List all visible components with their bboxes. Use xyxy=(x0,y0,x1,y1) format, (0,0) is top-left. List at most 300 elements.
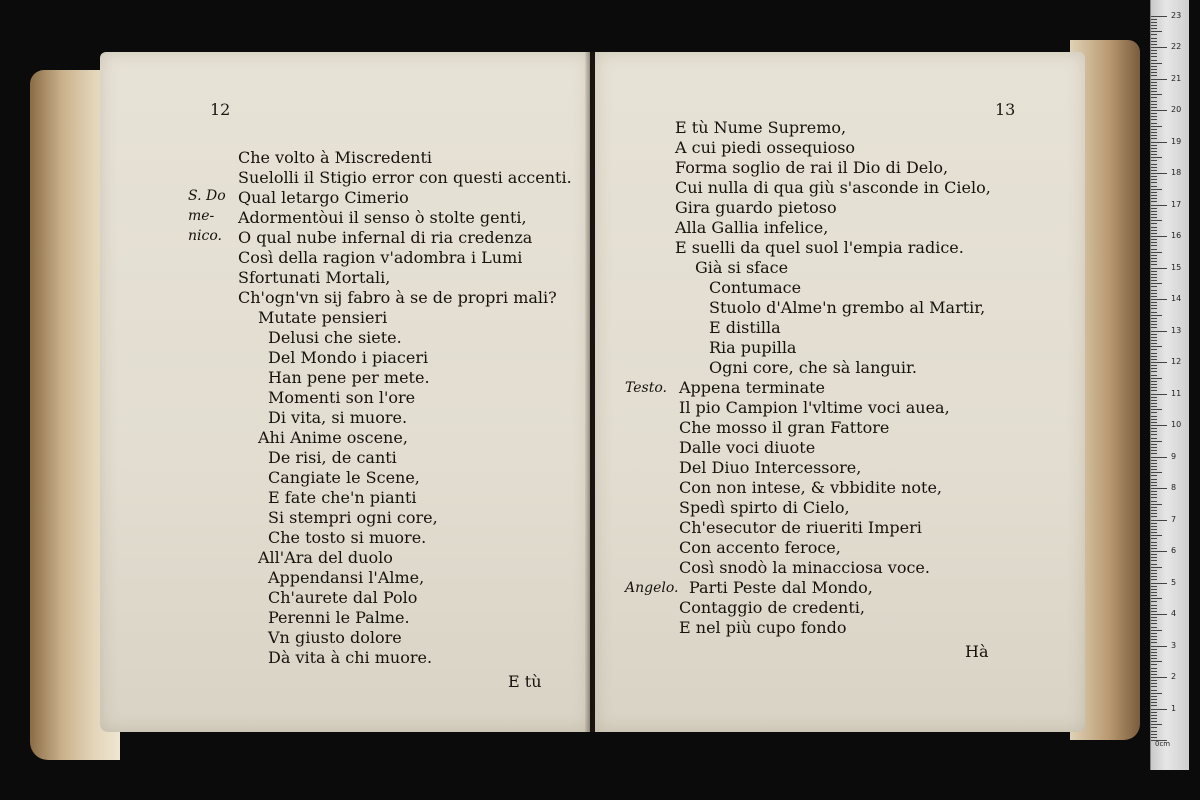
ruler-tick xyxy=(1151,47,1167,48)
ruler-tick xyxy=(1151,28,1157,29)
ruler-tick xyxy=(1151,412,1157,413)
verse-line: Di vita, si muore. xyxy=(268,408,408,427)
ruler-tick xyxy=(1151,138,1157,139)
ruler-tick xyxy=(1151,488,1167,489)
ruler-tick xyxy=(1151,201,1157,202)
ruler-tick xyxy=(1151,686,1157,687)
catchword: Hà xyxy=(965,642,989,661)
ruler-number: 13 xyxy=(1171,325,1182,335)
ruler-tick xyxy=(1151,116,1157,117)
ruler-tick xyxy=(1151,145,1157,146)
left-page xyxy=(100,52,590,732)
ruler-tick xyxy=(1151,353,1157,354)
ruler-tick xyxy=(1151,523,1157,524)
ruler-tick xyxy=(1151,712,1157,713)
verse-line: Appendansi l'Alme, xyxy=(268,568,425,587)
ruler-tick xyxy=(1151,450,1157,451)
ruler-tick xyxy=(1151,104,1157,105)
verse-line: A cui piedi ossequioso xyxy=(675,138,856,157)
ruler-tick xyxy=(1151,19,1157,20)
ruler-tick xyxy=(1151,444,1157,445)
ruler-tick xyxy=(1151,696,1157,697)
ruler-number: 7 xyxy=(1171,514,1177,524)
ruler-tick xyxy=(1151,425,1167,426)
ruler-tick xyxy=(1151,485,1157,486)
ruler-tick xyxy=(1151,639,1157,640)
ruler-tick xyxy=(1151,592,1157,593)
ruler-tick xyxy=(1151,428,1157,429)
ruler-tick xyxy=(1151,16,1167,17)
ruler-tick xyxy=(1151,394,1167,395)
ruler-tick xyxy=(1151,283,1162,284)
ruler-tick xyxy=(1151,132,1157,133)
ruler-tick xyxy=(1151,44,1157,45)
ruler-tick xyxy=(1151,504,1162,505)
ruler-tick xyxy=(1151,614,1167,615)
ruler-tick xyxy=(1151,60,1157,61)
ruler-tick xyxy=(1151,315,1162,316)
ruler-tick xyxy=(1151,501,1157,502)
ruler-tick xyxy=(1151,164,1157,165)
verse-line: Parti Peste dal Mondo, xyxy=(689,578,873,597)
ruler-tick xyxy=(1151,605,1157,606)
ruler-tick xyxy=(1151,318,1157,319)
ruler-tick xyxy=(1151,381,1157,382)
ruler-tick xyxy=(1151,583,1167,584)
ruler-tick xyxy=(1151,349,1157,350)
ruler-tick xyxy=(1151,242,1157,243)
ruler-tick xyxy=(1151,343,1157,344)
ruler-tick xyxy=(1151,598,1162,599)
ruler-tick xyxy=(1151,56,1157,57)
ruler-tick xyxy=(1151,642,1157,643)
ruler-tick xyxy=(1151,211,1157,212)
ruler-tick xyxy=(1151,469,1157,470)
verse-line: Che mosso il gran Fattore xyxy=(679,418,890,437)
ruler-tick xyxy=(1151,494,1157,495)
ruler-tick xyxy=(1151,384,1157,385)
ruler-tick xyxy=(1151,705,1157,706)
ruler-tick xyxy=(1151,359,1157,360)
verse-line: Gira guardo pietoso xyxy=(675,198,837,217)
ruler-tick xyxy=(1151,731,1157,732)
ruler-tick xyxy=(1151,34,1157,35)
ruler-tick xyxy=(1151,22,1157,23)
ruler-tick xyxy=(1151,724,1162,725)
ruler-tick xyxy=(1151,636,1157,637)
ruler-tick xyxy=(1151,129,1157,130)
ruler-tick xyxy=(1151,661,1162,662)
ruler-tick xyxy=(1151,356,1157,357)
verse-line: Stuolo d'Alme'n grembo al Martir, xyxy=(709,298,986,317)
ruler-tick xyxy=(1151,715,1157,716)
ruler-tick xyxy=(1151,308,1157,309)
ruler-tick xyxy=(1151,293,1157,294)
ruler-tick xyxy=(1151,72,1157,73)
ruler-tick xyxy=(1151,460,1157,461)
open-book xyxy=(30,40,1140,745)
ruler-tick xyxy=(1151,390,1157,391)
ruler-tick xyxy=(1151,198,1157,199)
ruler-tick xyxy=(1151,630,1162,631)
ruler-tick xyxy=(1151,693,1162,694)
ruler-number: 8 xyxy=(1171,483,1177,492)
ruler-tick xyxy=(1151,214,1157,215)
ruler-tick xyxy=(1151,400,1157,401)
ruler-tick xyxy=(1151,170,1157,171)
verse-line: Mutate pensieri xyxy=(258,308,388,327)
ruler-number: 2 xyxy=(1171,672,1177,681)
ruler-tick xyxy=(1151,205,1167,206)
ruler-tick xyxy=(1151,25,1157,26)
verse-line: Ria pupilla xyxy=(709,338,797,357)
ruler-number: 23 xyxy=(1171,10,1182,20)
ruler-tick xyxy=(1151,227,1157,228)
verse-line: Qual letargo Cimerio xyxy=(238,188,409,207)
verse-line: Spedì spirto di Cielo, xyxy=(679,498,850,517)
ruler-tick xyxy=(1151,658,1157,659)
ruler-tick xyxy=(1151,110,1167,111)
ruler-tick xyxy=(1151,230,1157,231)
ruler-tick xyxy=(1151,302,1157,303)
verse-line: Delusi che siete. xyxy=(268,328,402,347)
ruler-tick xyxy=(1151,119,1157,120)
ruler-number: 6 xyxy=(1171,546,1177,555)
ruler-tick xyxy=(1151,53,1157,54)
ruler-number: 20 xyxy=(1171,105,1182,114)
ruler-tick xyxy=(1151,737,1157,738)
ruler-tick xyxy=(1151,375,1157,376)
ruler-tick xyxy=(1151,564,1157,565)
ruler-tick xyxy=(1151,677,1167,678)
verse-line: Adormentòui il senso ò stolte genti, xyxy=(238,208,527,227)
ruler-number: 1 xyxy=(1171,703,1177,713)
ruler-tick xyxy=(1151,409,1162,410)
ruler-tick xyxy=(1151,160,1157,161)
ruler-tick xyxy=(1151,623,1157,624)
ruler-tick xyxy=(1151,438,1157,439)
verse-line: Del Diuo Intercessore, xyxy=(679,458,862,477)
verse-line: Suelolli il Stigio error con questi accenti. xyxy=(238,168,572,187)
ruler-tick xyxy=(1151,646,1167,647)
ruler-number: 11 xyxy=(1171,388,1182,398)
ruler-tick xyxy=(1151,699,1157,700)
ruler-tick xyxy=(1151,620,1157,621)
ruler-tick xyxy=(1151,135,1157,136)
verse-line: Così snodò la minacciosa voce. xyxy=(679,558,930,577)
ruler-tick xyxy=(1151,154,1157,155)
verse-line: O qual nube infernal di ria credenza xyxy=(238,228,533,247)
ruler-tick xyxy=(1151,192,1157,193)
ruler-tick xyxy=(1151,633,1157,634)
verse-line: Dà vita à chi muore. xyxy=(268,648,433,667)
ruler-tick xyxy=(1151,526,1157,527)
verse-line: E distilla xyxy=(709,318,781,337)
verse-line: Han pene per mete. xyxy=(268,368,430,387)
ruler-tick xyxy=(1151,397,1157,398)
ruler-tick xyxy=(1151,718,1157,719)
ruler-tick xyxy=(1151,416,1157,417)
ruler-tick xyxy=(1151,513,1157,514)
verse-line: Ch'aurete dal Polo xyxy=(268,588,418,607)
ruler-tick xyxy=(1151,617,1157,618)
ruler-tick xyxy=(1151,346,1162,347)
ruler-tick xyxy=(1151,532,1157,533)
ruler-tick xyxy=(1151,324,1157,325)
verse-line: Che tosto si muore. xyxy=(268,528,427,547)
ruler-tick xyxy=(1151,258,1157,259)
ruler-tick xyxy=(1151,453,1157,454)
ruler-tick xyxy=(1151,286,1157,287)
right-page xyxy=(595,52,1085,732)
ruler-tick xyxy=(1151,649,1157,650)
verse-line: Sfortunati Mortali, xyxy=(238,268,391,287)
ruler-number: 10 xyxy=(1171,420,1182,429)
ruler-tick xyxy=(1151,107,1157,108)
ruler-tick xyxy=(1151,277,1157,278)
ruler-tick xyxy=(1151,683,1157,684)
margin-label: Angelo. xyxy=(625,580,679,596)
ruler-number: 22 xyxy=(1171,42,1182,51)
ruler-tick xyxy=(1151,497,1157,498)
ruler-tick xyxy=(1151,491,1157,492)
ruler-tick xyxy=(1151,245,1157,246)
ruler-tick xyxy=(1151,576,1157,577)
ruler-tick xyxy=(1151,208,1157,209)
ruler-tick xyxy=(1151,734,1157,735)
ruler-tick xyxy=(1151,252,1162,253)
ruler-tick xyxy=(1151,173,1167,174)
ruler-tick xyxy=(1151,709,1167,710)
ruler-tick xyxy=(1151,482,1157,483)
ruler-tick xyxy=(1151,668,1157,669)
ruler-tick xyxy=(1151,179,1157,180)
ruler-tick xyxy=(1151,327,1157,328)
ruler-tick xyxy=(1151,674,1157,675)
ruler-tick xyxy=(1151,66,1157,67)
verse-line: E fate che'n pianti xyxy=(268,488,417,507)
ruler-tick xyxy=(1151,365,1157,366)
ruler-tick xyxy=(1151,312,1157,313)
ruler-tick xyxy=(1151,608,1157,609)
ruler-tick xyxy=(1151,236,1167,237)
ruler-tick xyxy=(1151,573,1157,574)
ruler-tick xyxy=(1151,264,1157,265)
ruler-tick xyxy=(1151,38,1157,39)
ruler-tick xyxy=(1151,664,1157,665)
ruler-tick xyxy=(1151,472,1162,473)
ruler-tick xyxy=(1151,299,1167,300)
ruler-number: 3 xyxy=(1171,640,1177,650)
ruler-tick xyxy=(1151,510,1157,511)
ruler-tick xyxy=(1151,422,1157,423)
ruler-tick xyxy=(1151,305,1157,306)
ruler-number: 15 xyxy=(1171,262,1182,272)
ruler-number: 18 xyxy=(1171,168,1182,177)
verse-line: Ch'esecutor de riueriti Imperi xyxy=(679,518,922,537)
ruler-tick xyxy=(1151,431,1157,432)
ruler-tick xyxy=(1151,690,1157,691)
ruler-number: 19 xyxy=(1171,136,1182,146)
verse-line: Del Mondo i piaceri xyxy=(268,348,429,367)
ruler-tick xyxy=(1151,223,1157,224)
ruler-number: 16 xyxy=(1171,231,1182,240)
verse-line: Già si sface xyxy=(695,258,789,277)
ruler-tick xyxy=(1151,85,1157,86)
verse-line: All'Ara del duolo xyxy=(258,548,393,567)
verse-line: Alla Gallia infelice, xyxy=(675,218,829,237)
ruler-tick xyxy=(1151,157,1162,158)
ruler-tick xyxy=(1151,337,1157,338)
ruler-tick xyxy=(1151,167,1157,168)
verse-line: Che volto à Miscredenti xyxy=(238,148,433,167)
ruler-tick xyxy=(1151,507,1157,508)
ruler-tick xyxy=(1151,463,1157,464)
ruler-tick xyxy=(1151,538,1157,539)
ruler-tick xyxy=(1151,727,1157,728)
page-number-right: 13 xyxy=(995,100,1016,119)
ruler-tick xyxy=(1151,570,1157,571)
ruler-tick xyxy=(1151,334,1157,335)
ruler-tick xyxy=(1151,567,1162,568)
verse-line: Ch'ogn'vn sij fabro à se de propri mali? xyxy=(238,288,557,307)
verse-line: Il pio Campion l'vltime voci auea, xyxy=(679,398,950,417)
ruler-tick xyxy=(1151,579,1157,580)
ruler-tick xyxy=(1151,186,1157,187)
ruler-tick xyxy=(1151,368,1157,369)
verse-line: Dalle voci diuote xyxy=(679,438,816,457)
ruler-tick xyxy=(1151,261,1157,262)
ruler-tick xyxy=(1151,31,1162,32)
ruler-tick xyxy=(1151,321,1157,322)
ruler-tick xyxy=(1151,362,1167,363)
ruler-tick xyxy=(1151,50,1157,51)
ruler-tick xyxy=(1151,652,1157,653)
ruler-tick xyxy=(1151,586,1157,587)
ruler-tick xyxy=(1151,545,1157,546)
ruler-tick xyxy=(1151,331,1167,332)
ruler-tick xyxy=(1151,271,1157,272)
measuring-ruler xyxy=(1150,0,1189,770)
ruler-tick xyxy=(1151,466,1157,467)
ruler-tick xyxy=(1151,182,1157,183)
verse-line: Con accento feroce, xyxy=(679,538,841,557)
ruler-tick xyxy=(1151,239,1157,240)
ruler-tick xyxy=(1151,447,1157,448)
ruler-number: 5 xyxy=(1171,577,1177,587)
ruler-tick xyxy=(1151,702,1157,703)
ruler-tick xyxy=(1151,142,1167,143)
ruler-tick xyxy=(1151,75,1157,76)
verse-line: Così della ragion v'adombra i Lumi xyxy=(238,248,523,267)
ruler-tick xyxy=(1151,611,1157,612)
ruler-number: 17 xyxy=(1171,199,1182,209)
ruler-unit: 0cm xyxy=(1155,740,1171,748)
ruler-tick xyxy=(1151,340,1157,341)
ruler-tick xyxy=(1151,554,1157,555)
ruler-tick xyxy=(1151,371,1157,372)
ruler-tick xyxy=(1151,680,1157,681)
ruler-tick xyxy=(1151,233,1157,234)
ruler-tick xyxy=(1151,220,1162,221)
ruler-tick xyxy=(1151,296,1157,297)
ruler-tick xyxy=(1151,529,1157,530)
ruler-tick xyxy=(1151,535,1162,536)
ruler-tick xyxy=(1151,195,1157,196)
ruler-tick xyxy=(1151,419,1157,420)
margin-label: S. Do xyxy=(188,188,226,204)
ruler-tick xyxy=(1151,217,1157,218)
ruler-tick xyxy=(1151,82,1157,83)
ruler-tick xyxy=(1151,557,1157,558)
ruler-tick xyxy=(1151,516,1157,517)
verse-line: Ahi Anime oscene, xyxy=(258,428,408,447)
page-number-left: 12 xyxy=(210,100,231,119)
ruler-tick xyxy=(1151,542,1157,543)
margin-label: me- xyxy=(188,208,215,224)
verse-line: Contaggio de credenti, xyxy=(679,598,865,617)
ruler-number: 12 xyxy=(1171,357,1182,366)
ruler-tick xyxy=(1151,41,1157,42)
ruler-tick xyxy=(1151,441,1162,442)
ruler-tick xyxy=(1151,548,1157,549)
ruler-number: 9 xyxy=(1171,451,1177,461)
ruler-tick xyxy=(1151,126,1162,127)
ruler-tick xyxy=(1151,290,1157,291)
ruler-tick xyxy=(1151,123,1157,124)
verse-line: Forma soglio de rai il Dio di Delo, xyxy=(675,158,949,177)
ruler-tick xyxy=(1151,378,1162,379)
ruler-tick xyxy=(1151,387,1157,388)
ruler-tick xyxy=(1151,255,1157,256)
ruler-tick xyxy=(1151,97,1157,98)
ruler-tick xyxy=(1151,655,1157,656)
ruler-tick xyxy=(1151,627,1157,628)
verse-line: Vn giusto dolore xyxy=(268,628,402,647)
ruler-number: 21 xyxy=(1171,73,1182,83)
ruler-tick xyxy=(1151,148,1157,149)
ruler-tick xyxy=(1151,101,1157,102)
ruler-tick xyxy=(1151,721,1157,722)
ruler-tick xyxy=(1151,406,1157,407)
verse-line: E suelli da quel suol l'empia radice. xyxy=(675,238,964,257)
ruler-tick xyxy=(1151,595,1157,596)
ruler-tick xyxy=(1151,457,1167,458)
verse-line: Perenni le Palme. xyxy=(268,608,410,627)
ruler-tick xyxy=(1151,113,1157,114)
verse-line: Si stempri ogni core, xyxy=(268,508,438,527)
ruler-tick xyxy=(1151,475,1157,476)
ruler-tick xyxy=(1151,249,1157,250)
margin-label: nico. xyxy=(188,228,222,244)
ruler-tick xyxy=(1151,520,1167,521)
ruler-tick xyxy=(1151,589,1157,590)
ruler-tick xyxy=(1151,274,1157,275)
verse-line: Con non intese, & vbbidite note, xyxy=(679,478,942,497)
verse-line: E nel più cupo fondo xyxy=(679,618,847,637)
margin-label: Testo. xyxy=(625,380,667,396)
verse-line: De risi, de canti xyxy=(268,448,397,467)
verse-line: Ogni core, che sà languir. xyxy=(709,358,918,377)
verse-line: Cui nulla di qua giù s'asconde in Cielo, xyxy=(675,178,991,197)
ruler-number: 4 xyxy=(1171,609,1177,618)
ruler-tick xyxy=(1151,403,1157,404)
ruler-tick xyxy=(1151,94,1162,95)
ruler-tick xyxy=(1151,268,1167,269)
verse-line: Momenti son l'ore xyxy=(268,388,416,407)
ruler-tick xyxy=(1151,189,1162,190)
ruler-tick xyxy=(1151,551,1167,552)
